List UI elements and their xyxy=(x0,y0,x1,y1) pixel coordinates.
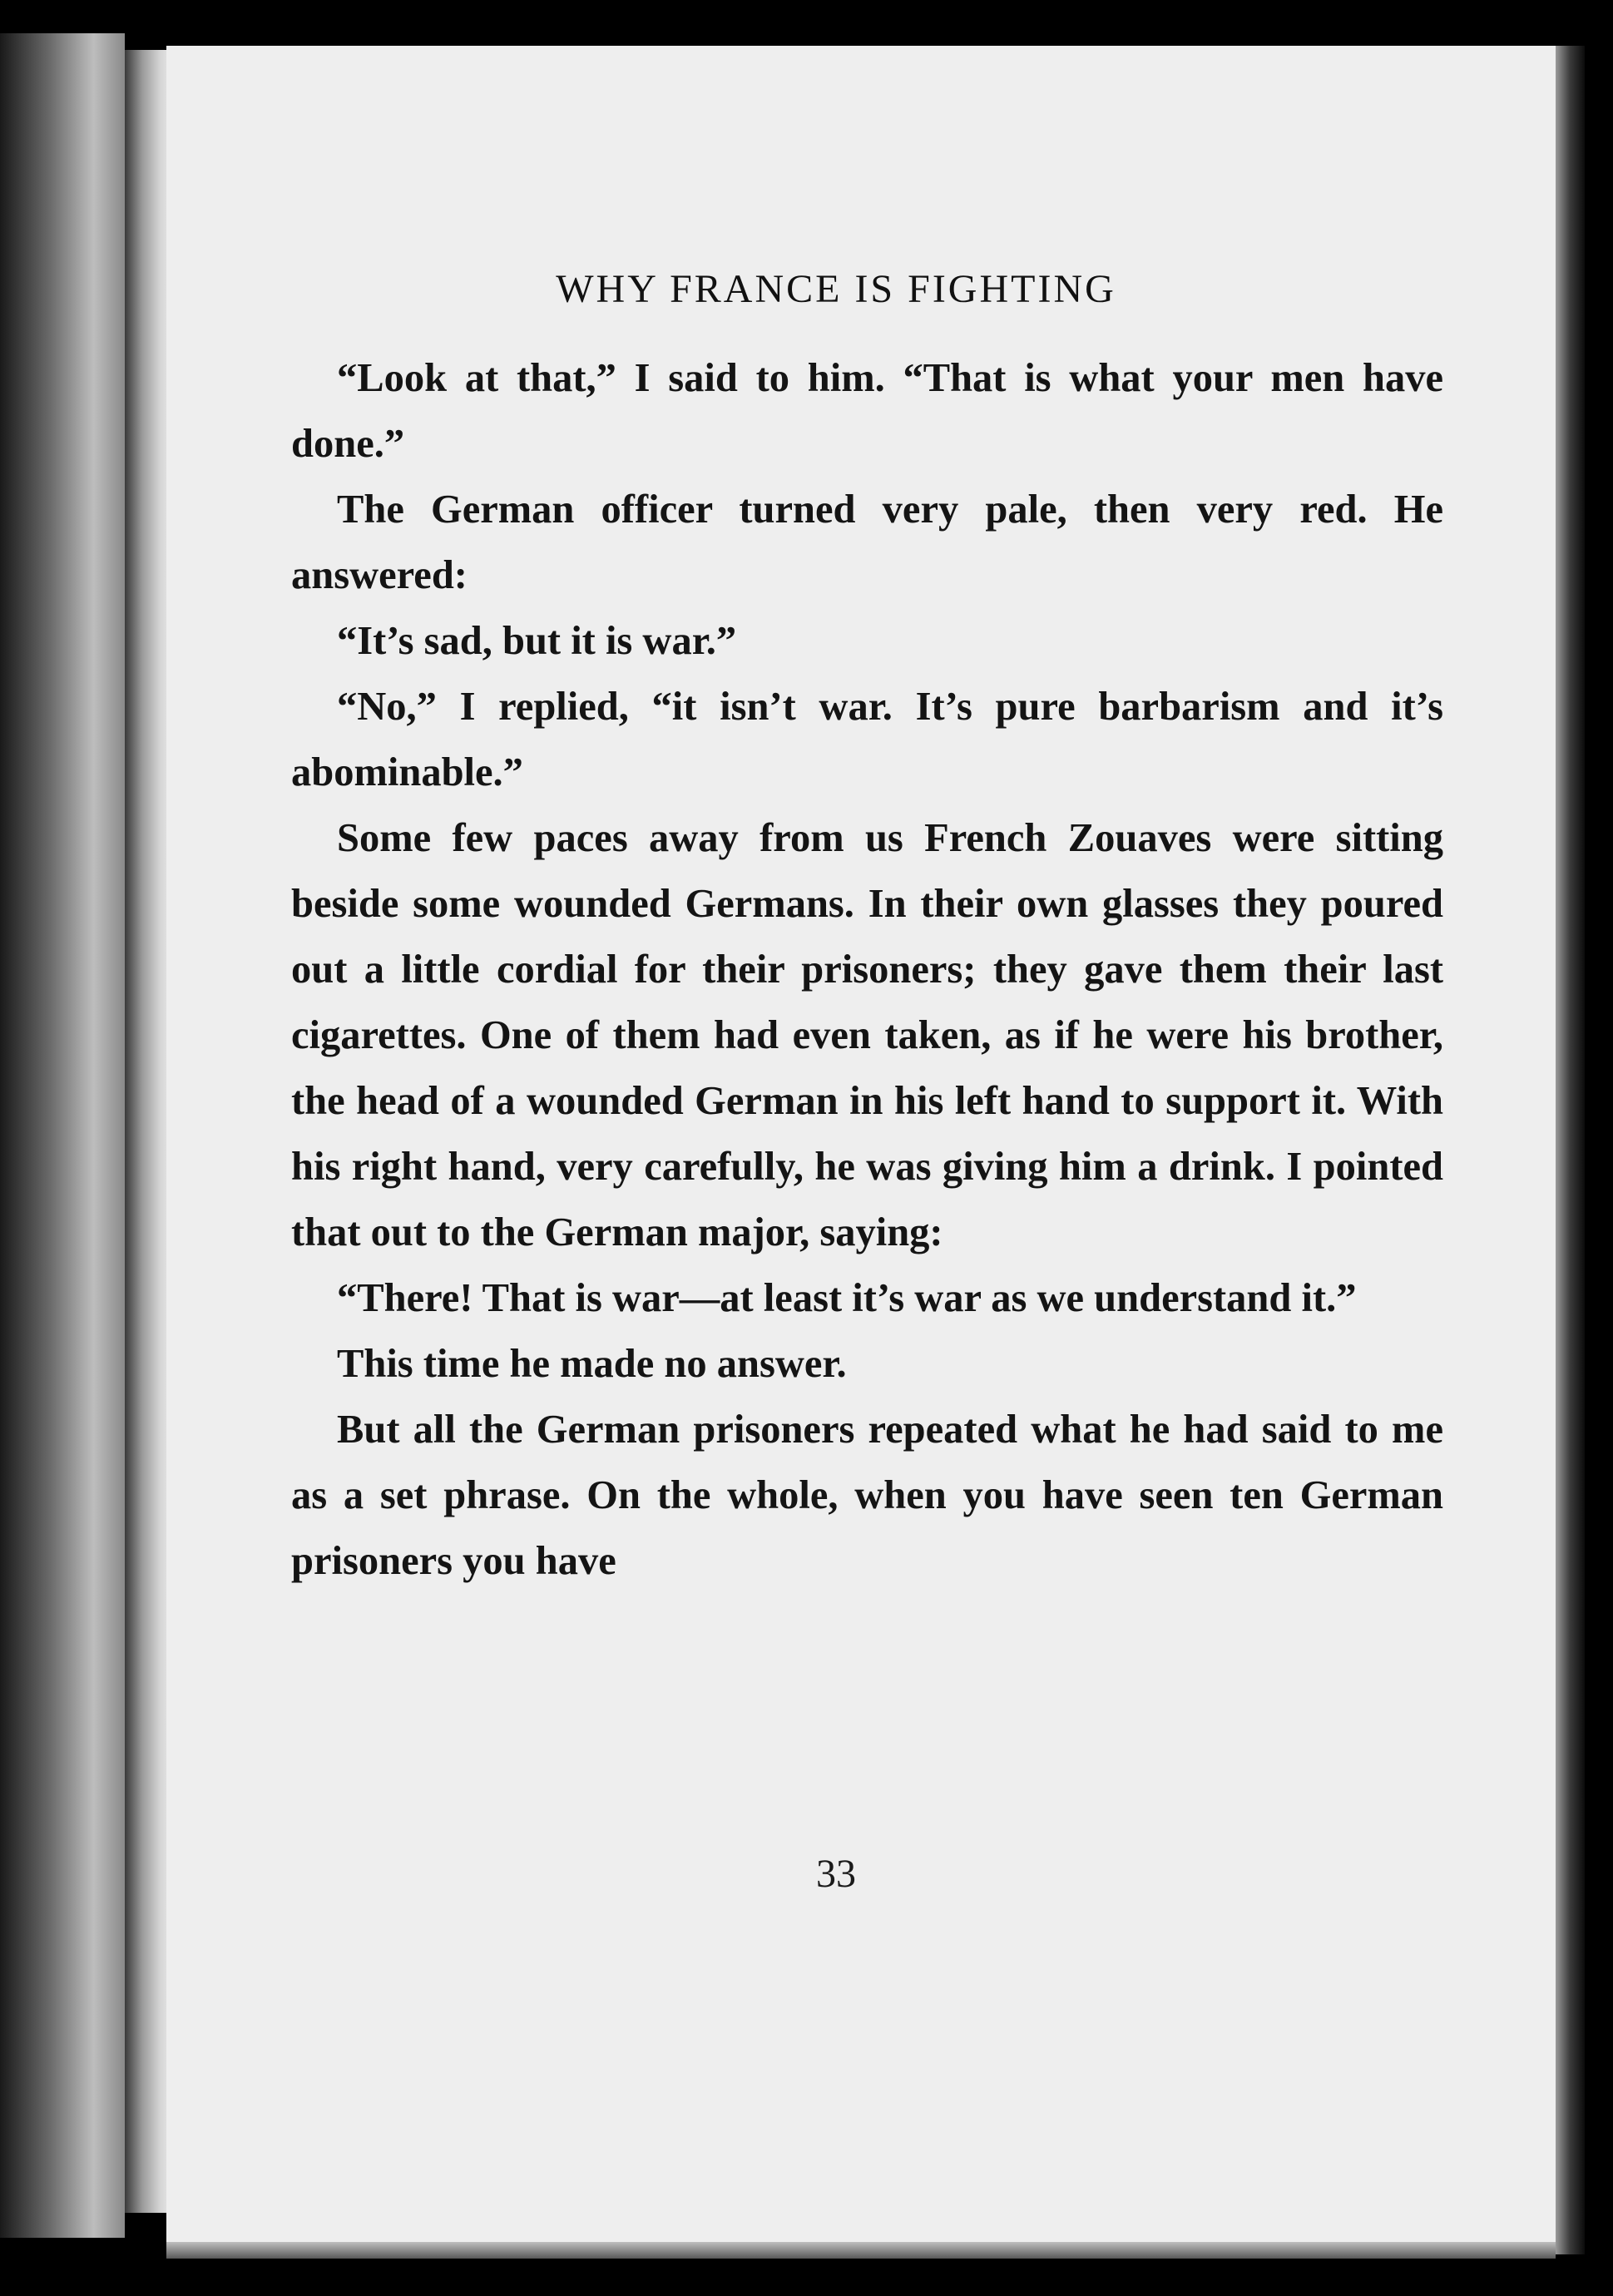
page-number: 33 xyxy=(816,1852,856,1896)
paragraph: “No,” I replied, “it isn’t war. It’s pure barbarism and it’s abominable.” xyxy=(291,685,1443,794)
paragraph: “It’s sad, but it is war.” xyxy=(337,619,737,663)
right-page-edge xyxy=(1556,46,1585,2254)
paragraph: “Look at that,” I said to him. “That is what your men have done.” xyxy=(291,356,1443,466)
running-head: WHY FRANCE IS FIGHTING xyxy=(556,267,1116,311)
bottom-page-edge xyxy=(166,2242,1556,2259)
page-body xyxy=(291,345,1443,1594)
paragraph: “There! That is war—at least it’s war as we understand it.” xyxy=(337,1276,1357,1320)
paragraph: The German officer turned very pale, then very red. He answered: xyxy=(291,487,1443,597)
left-page-edge xyxy=(0,33,125,2238)
book-page xyxy=(166,46,1556,2254)
paragraph: Some few paces away from us French Zouaves were sitting beside some wounded Germans. In their own glasses they poured out a little cordial for their prisoners; they gave them their last cigarettes. One of them had even taken, as if he were his brother, the head of a wounded German in his left hand to support it. With his right hand, very carefully, he was giving him a drink. I pointed that out to the German major, saying: xyxy=(291,816,1443,1254)
paragraph: This time he made no answer. xyxy=(337,1342,847,1386)
paragraph: But all the German prisoners repeated what he had said to me as a set phrase. On the whole, when you have seen ten German prisoners you have xyxy=(291,1408,1443,1583)
